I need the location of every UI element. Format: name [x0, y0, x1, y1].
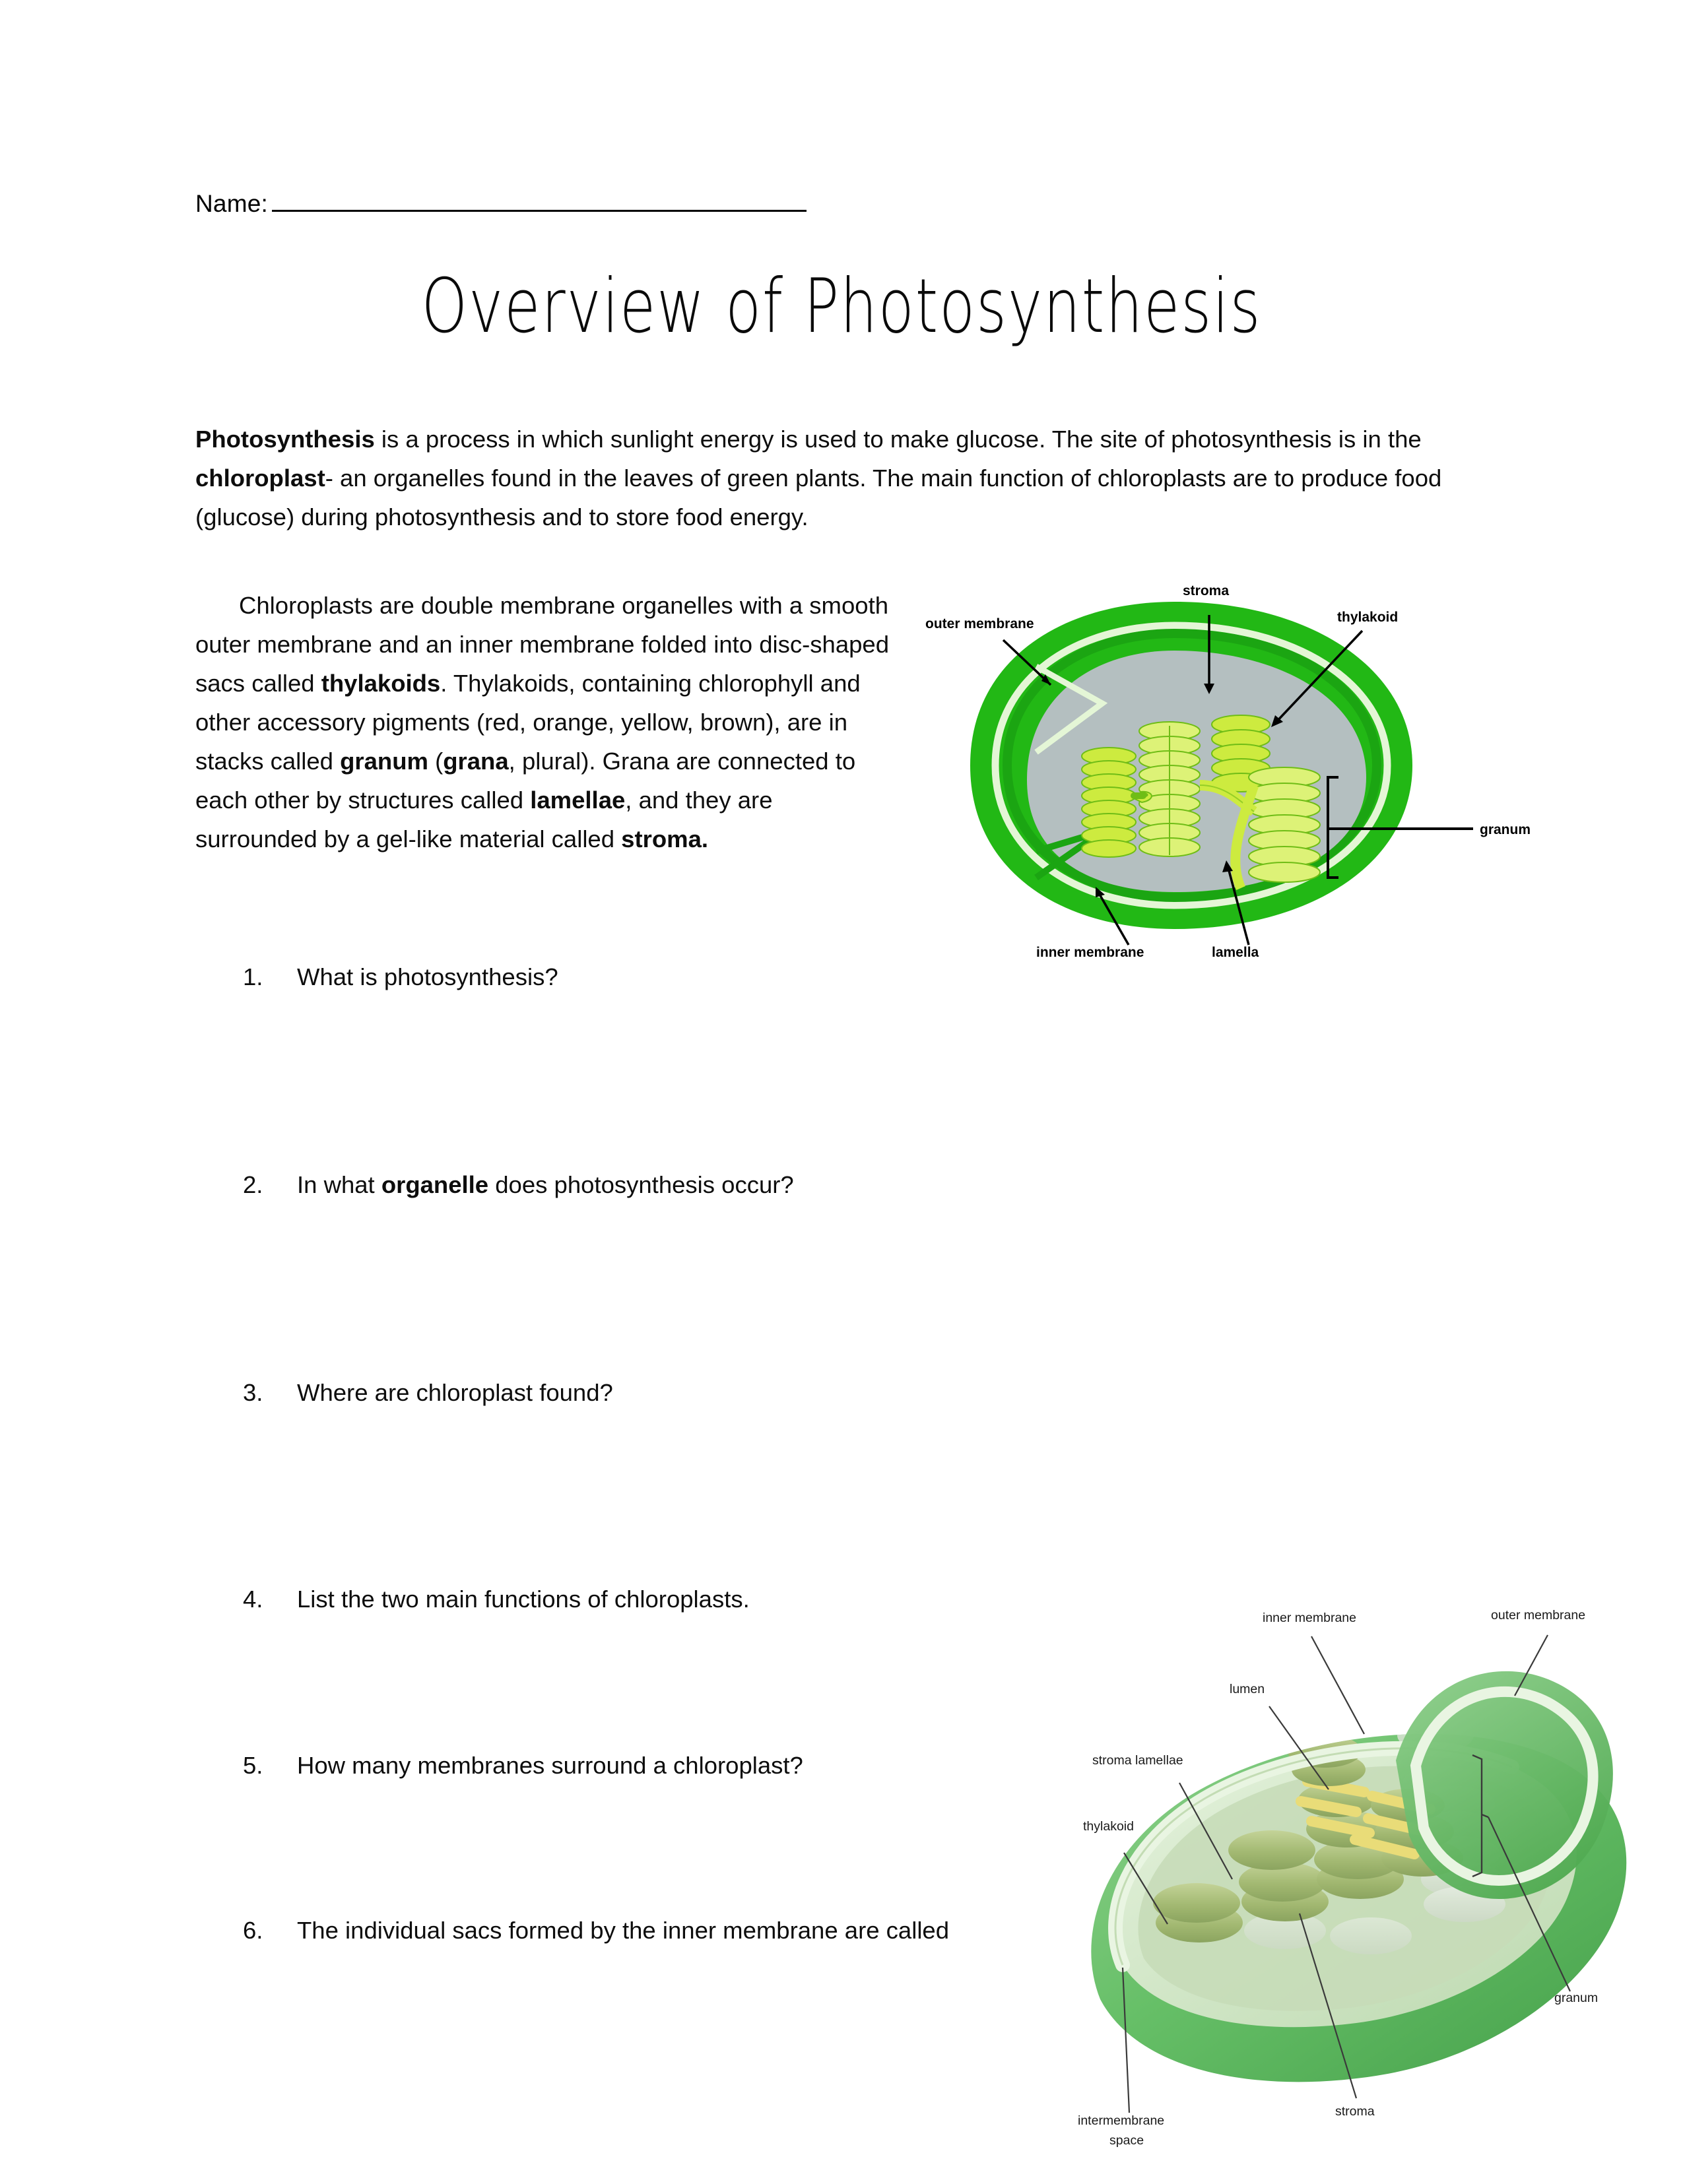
- inner-membrane-leader: [1311, 1636, 1364, 1734]
- chloroplast-paragraph: [195, 586, 895, 858]
- chloro-text-5: , and they are surrounded by a gel-like material called: [195, 787, 773, 852]
- question-3-number: 3.: [243, 1379, 263, 1406]
- question-4-text: List the two main functions of chloroplasts.: [297, 1586, 750, 1613]
- chloro-term-granum: granum: [340, 748, 428, 775]
- question-2: [243, 1168, 1127, 1202]
- question-4: [243, 1582, 1127, 1617]
- chloro-text-3: (: [428, 748, 444, 775]
- question-1-text: What is photosynthesis?: [297, 963, 558, 990]
- question-3: [243, 1376, 1127, 1410]
- chloro-term-grana: grana: [443, 748, 509, 775]
- intro-text-2: - an organelles found in the leaves of green plants. The main function of chloroplasts are to produce food (glucose) during photosynthesis and to store food energy.: [195, 465, 1442, 530]
- label-granum: granum: [1480, 822, 1531, 837]
- chloro-text-1: Chloroplasts are double membrane organelles with a smooth outer membrane and an inner membrane folded into disc-shaped sacs called: [195, 592, 890, 697]
- label-inner-membrane: inner membrane: [1263, 1611, 1356, 1625]
- intro-paragraph: [195, 420, 1497, 536]
- question-5-text: How many membranes surround a chloroplast?: [297, 1752, 803, 1779]
- question-3-text: Where are chloroplast found?: [297, 1379, 613, 1406]
- intro-term-chloroplast: chloroplast: [195, 465, 325, 492]
- label-outer-membrane: outer membrane: [1491, 1608, 1586, 1622]
- label-thylakoid: thylakoid: [1083, 1819, 1134, 1834]
- chloro-term-lamellae: lamellae: [530, 787, 626, 814]
- question-2-text: [297, 1168, 794, 1202]
- question-2-pre: In what: [297, 1171, 381, 1198]
- question-6-text: The individual sacs formed by the inner membrane are called: [297, 1917, 950, 1944]
- label-thylakoid: thylakoid: [1337, 610, 1399, 625]
- intro-text-1: is a process in which sunlight energy is used to make glucose. The site of photosynthesis is in the: [374, 426, 1422, 453]
- question-2-term-organelle: organelle: [381, 1171, 489, 1198]
- question-6-number: 6.: [243, 1917, 263, 1944]
- label-stroma: stroma: [1183, 583, 1230, 598]
- page-title: Overview of Photosynthesis: [421, 263, 1262, 350]
- granum-stack-right: [1249, 767, 1320, 882]
- figure-chloroplast-cutaway: [911, 567, 1617, 957]
- label-stroma-lamellae: stroma lamellae: [1092, 1753, 1183, 1768]
- label-lumen: lumen: [1230, 1682, 1265, 1696]
- granum-stack-middle: [1139, 722, 1200, 856]
- granum-stack-left: [1082, 748, 1136, 857]
- name-input-blank[interactable]: [272, 190, 807, 212]
- question-2-number: 2.: [243, 1171, 263, 1198]
- label-inner-membrane: inner membrane: [1036, 945, 1144, 957]
- question-4-number: 4.: [243, 1586, 263, 1613]
- label-lamella: lamella: [1212, 945, 1259, 957]
- question-1-number: 1.: [243, 963, 263, 990]
- chloro-text-4: , plural). Grana are connected to each other by structures called: [195, 748, 856, 814]
- label-intermembrane-space-line1: intermembrane: [1078, 2113, 1165, 2128]
- figure-chloroplast-3d: [1026, 1537, 1683, 2184]
- chloro-term-thylakoids: thylakoids: [321, 670, 441, 697]
- label-granum: granum: [1554, 1991, 1599, 2005]
- chloro-term-stroma: stroma.: [621, 825, 709, 852]
- name-field-row: [195, 190, 807, 218]
- question-5: [243, 1749, 1127, 1783]
- label-outer-membrane: outer membrane: [925, 616, 1034, 631]
- chloro-text-2: . Thylakoids, containing chlorophyll and other accessory pigments (red, orange, yellow, brown), are in stacks called: [195, 670, 861, 775]
- question-5-number: 5.: [243, 1752, 263, 1779]
- label-stroma: stroma: [1335, 2104, 1375, 2119]
- name-label: Name:: [195, 190, 268, 217]
- question-1: [243, 960, 1127, 994]
- label-intermembrane-space-line2: space: [1109, 2133, 1144, 2148]
- question-2-post: does photosynthesis occur?: [488, 1171, 794, 1198]
- intro-term-photosynthesis: Photosynthesis: [195, 426, 375, 453]
